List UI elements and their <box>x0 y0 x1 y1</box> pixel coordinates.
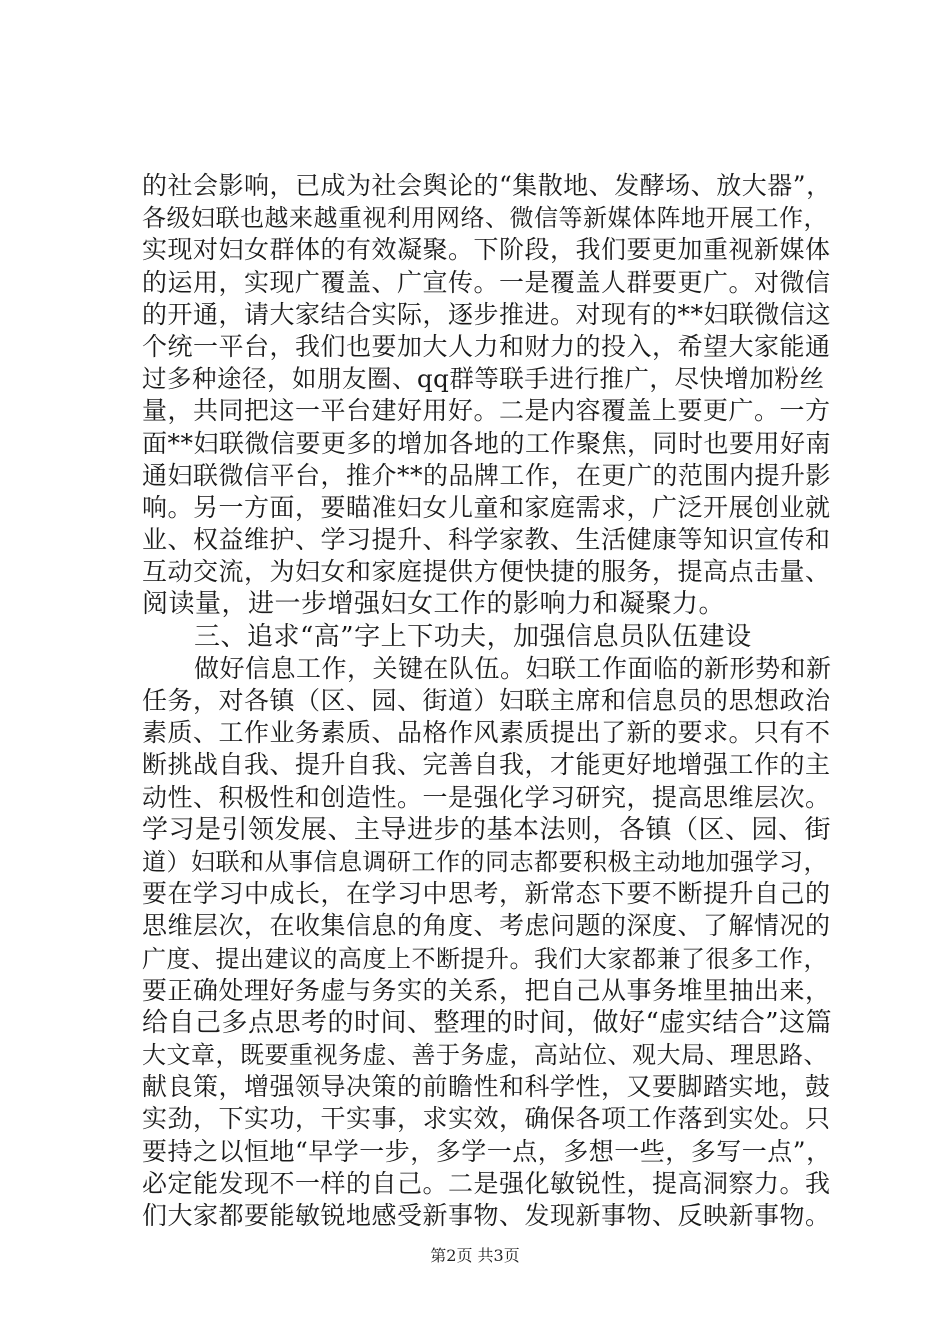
text-line: 任务，对各镇（区、园、街道）妇联主席和信息员的思想政治 <box>142 686 831 715</box>
section-heading: 三、追求“高”字上下功夫，加强信息员队伍建设 <box>194 621 752 652</box>
text-line: 必定能发现不一样的自己。二是强化敏锐性，提高洞察力。我 <box>142 1168 831 1198</box>
text-line: 实劲，下实功，干实事，求实效，确保各项工作落到实处。只 <box>142 1104 831 1134</box>
document-body <box>142 170 832 1232</box>
page-number-label: 第2页 共3页 <box>430 1246 520 1265</box>
text-line: 动性、积极性和创造性。一是强化学习研究，提高思维层次。 <box>142 782 831 812</box>
text-line: 各级妇联也越来越重视利用网络、微信等新媒体阵地开展工作， <box>142 204 828 233</box>
text-line: 们大家都要能敏锐地感受新事物、发现新事物、反映新事物。 <box>142 1201 831 1230</box>
text-line: 通妇联微信平台，推介**的品牌工作，在更广的范围内提升影 <box>142 460 832 490</box>
text-line: 做好信息工作，关键在队伍。妇联工作面临的新形势和新 <box>194 653 832 683</box>
text-line: 献良策，增强领导决策的前瞻性和科学性，又要脚踏实地，鼓 <box>142 1072 831 1102</box>
text-line: 阅读量，进一步增强妇女工作的影响力和凝聚力。 <box>142 589 726 620</box>
text-line: 断挑战自我、提升自我、完善自我，才能更好地增强工作的主 <box>142 750 831 780</box>
page-footer <box>0 1246 950 1266</box>
text-line: 要持之以恒地“早学一步，多学一点，多想一些，多写一点”， <box>142 1136 832 1166</box>
text-line: 道）妇联和从事信息调研工作的同志都要积极主动地加强学习， <box>142 847 828 876</box>
text-line: 个统一平台，我们也要加大人力和财力的投入，希望大家能通 <box>142 331 831 361</box>
text-line: 广度、提出建议的高度上不断提升。我们大家都兼了很多工作， <box>142 944 828 973</box>
text-line: 给自己多点思考的时间、整理的时间，做好“虚实结合”这篇 <box>142 1007 833 1038</box>
text-line: 实现对妇女群体的有效凝聚。下阶段，我们要更加重视新媒体 <box>142 235 831 265</box>
text-line: 要正确处理好务虚与务实的关系，把自己从事务堆里抽出来， <box>142 975 831 1005</box>
text-line: 的开通，请大家结合实际，逐步推进。对现有的**妇联微信这 <box>142 299 832 329</box>
text-line: 素质、工作业务素质、品格作风素质提出了新的要求。只有不 <box>142 718 831 748</box>
text-line: 要在学习中成长，在学习中思考，新常态下要不断提升自己的 <box>142 879 831 909</box>
text-line: 学习是引领发展、主导进步的基本法则，各镇（区、园、街 <box>142 814 832 845</box>
text-line: 大文章，既要重视务虚、善于务虚，高站位、观大局、理思路、 <box>142 1041 828 1070</box>
text-line: 量，共同把这一平台建好用好。二是内容覆盖上要更广。一方 <box>142 396 831 426</box>
text-line: 面**妇联微信要更多的增加各地的工作聚焦，同时也要用好南 <box>142 428 832 458</box>
text-line: 过多种途径，如朋友圈、qq群等联手进行推广，尽快增加粉丝 <box>142 364 825 394</box>
text-line: 的社会影响，已成为社会舆论的“集散地、发酵场、放大器”， <box>142 171 832 200</box>
text-line: 互动交流，为妇女和家庭提供方便快捷的服务，提高点击量、 <box>142 557 831 587</box>
text-line: 响。另一方面，要瞄准妇女儿童和家庭需求，广泛开展创业就 <box>142 492 831 522</box>
text-line: 思维层次，在收集信息的角度、考虑问题的深度、了解情况的 <box>142 911 831 941</box>
text-line: 业、权益维护、学习提升、科学家教、生活健康等知识宣传和 <box>142 525 831 555</box>
text-line: 的运用，实现广覆盖、广宣传。一是覆盖人群要更广。对微信 <box>142 267 831 297</box>
